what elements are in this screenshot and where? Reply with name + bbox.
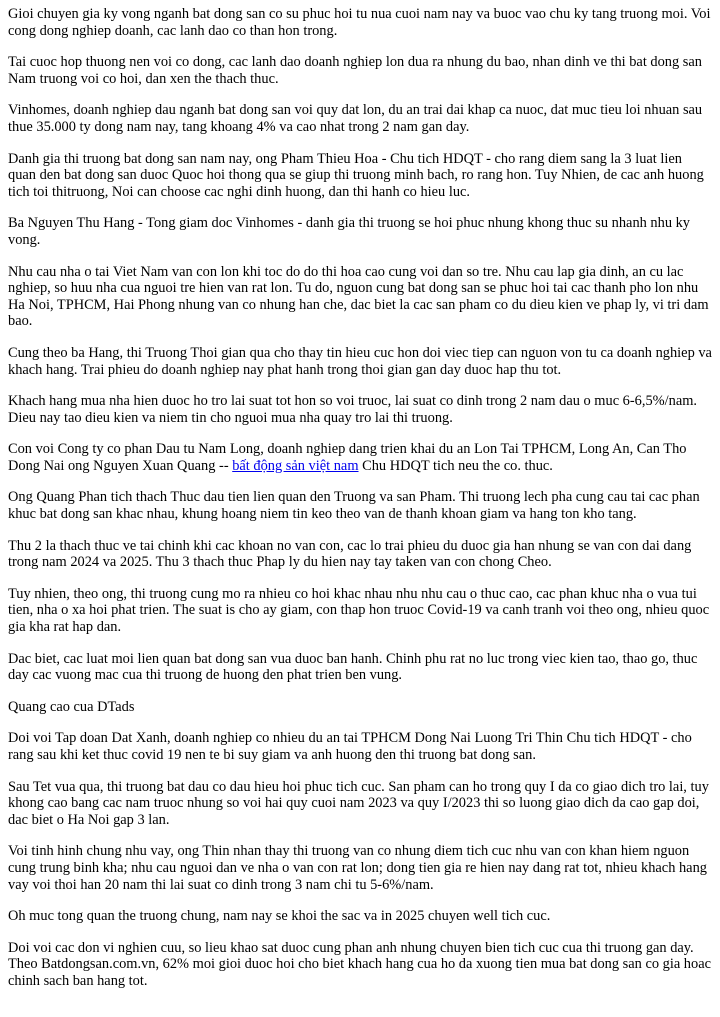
paragraph-15: Doi voi Tap doan Dat Xanh, doanh nghiep co nhieu du an tai TPHCM Dong Nai Luong Tri Thin Chu tich HDQT - cho rang sau khi ket thuc covid 19 nen te bi suy giam va anh huong den thi truong bat dong san. bbox=[8, 730, 692, 763]
paragraph-13: Dac biet, cac luat moi lien quan bat dong san vua duoc ban hanh. Chinh phu rat no luc trong viec kien tao, thao go, thuc day cac vuong mac cua thi truong de huong den phat trien ben vung. bbox=[8, 650, 698, 684]
paragraph-18: Oh muc tong quan the truong chung, nam nay se khoi the sac va in 2025 chuyen well tich cuc. bbox=[8, 908, 551, 925]
paragraph-8: Khach hang mua nha hien duoc ho tro lai suat tot hon so voi truoc, lai suat co dinh trong 2 nam dau o muc 6-6,5%/nam. Dieu nay tao dieu kien va niem tin cho nguoi mua nha quay tro lai thi truong. bbox=[8, 393, 698, 426]
paragraph-17: Voi tinh hinh chung nhu vay, ong Thin nhan thay thi truong van co nhung diem tich cuc nhu van con khan hiem nguon cung trung binh kha; nhu cau nguoi dan ve nha o van con rat lon; dong tien gia re hien nay dang rat tot, nhieu khach hang vay voi thoi han 20 nam thi lai suat co dinh trong 3 nam chi tu 5-6%/nam. bbox=[8, 843, 707, 893]
real-estate-link[interactable]: bất động sản việt nam bbox=[232, 457, 359, 474]
link-paragraph-before: Con voi Cong ty co phan Dau tu Nam Long, doanh nghiep dang trien khai du an Lon Tai TPHCM, Long An, Can Tho Dong Nai ong Nguyen Xuan Quang -- bbox=[8, 441, 687, 474]
paragraph-16: Sau Tet vua qua, thi truong bat dau co dau hieu hoi phuc tich cuc. San pham can ho trong quy I da co giao dich tro lai, tuy khong cao bang cac nam truoc nhung so voi hai quy cuoi nam 2023 va quy I/2023 thi so luong giao dich da cao gap doi, dac biet o Ha Noi gap 3 lan. bbox=[8, 778, 709, 828]
ad-label: Quang cao cua DTads bbox=[8, 698, 135, 715]
paragraph-10: Ong Quang Phan tich thach Thuc dau tien lien quan den Truong va san Pham. Thi truong lech pha cung cau tai cac phan khuc bat dong san khac nhau, khung hoang niem tin keo theo van de thanh khoan giam va hang ton kho tang. bbox=[8, 489, 700, 523]
paragraph-with-link bbox=[8, 441, 712, 474]
paragraph-3: Vinhomes, doanh nghiep dau nganh bat dong san voi quy dat lon, du an trai dai khap ca nuoc, dat muc tieu loi nhuan sau thue 35.000 ty dong nam nay, tang khoang 4% va cao nhat trong 2 nam gan day. bbox=[8, 102, 703, 135]
paragraph-12: Tuy nhien, theo ong, thi truong cung mo ra nhieu co hoi khac nhau nhu nhu cau o thuc cao, cac phan khuc nha o vua tui tien, nha o xa hoi phat trien. The suat is cho ay giam, con thap hon truoc Covid-19 va canh tranh voi theo ong, nhieu quoc gia kha rat hap dan. bbox=[8, 585, 710, 636]
paragraph-11: Thu 2 la thach thuc ve tai chinh khi cac khoan no van con, cac lo trai phieu du duoc gia han nhung se van con dai dang trong nam 2024 va 2025. Thu 3 thach thuc Phap ly du hien nay tay taken van con chong Cheo. bbox=[8, 537, 692, 571]
paragraph-7: Cung theo ba Hang, thi Truong Thoi gian qua cho thay tin hieu cuc hon doi viec tiep can nguon von tu ca doanh nghiep va khach hang. Trai phieu do doanh nghiep nay phat hanh trong thoi gian gan day duoc hap thu tot. bbox=[8, 344, 712, 378]
paragraph-4: Danh gia thi truong bat dong san nam nay, ong Pham Thieu Hoa - Chu tich HDQT - cho rang diem sang la 3 luat lien quan den bat dong san duoc Quoc hoi thong qua se giup thi truong minh bach, ro rang hon. Tuy Nhien, de cac anh huong tich toi thitruong, Noi can choose cac nghi dinh huong, dan thi hanh co hieu luc. bbox=[8, 150, 704, 200]
paragraph-6: Nhu cau nha o tai Viet Nam van con lon khi toc do do thi hoa cao cung voi dan so tre. Nhu cau lap gia dinh, an cu lac nghiep, so huu nha cua nguoi tre hien van rat lon. Tu do, nguon cung bat dong san se phuc hoi tai cac thanh pho lon nhu Ha Noi, TPHCM, Hai Phong nhung van co nhung han che, dac biet la cac san pham co du dieu kien ve phap ly, vi tri dam bao. bbox=[8, 263, 709, 330]
paragraph-19: Doi voi cac don vi nghien cuu, so lieu khao sat duoc cung phan anh nhung chuyen bien tich cuc cua thi truong gan day. Theo Batdongsan.com.vn, 62% moi gioi duoc hoi cho biet khach hang cua ho da xuong tien mua bat dong san co gia hoac chinh sach ban hang tot. bbox=[8, 939, 711, 989]
paragraph-1: Gioi chuyen gia ky vong nganh bat dong san co su phuc hoi tu nua cuoi nam nay va buoc vao chu ky tang truong moi. Voi cong dong nghiep doanh, cac lanh dao co than hon trong. bbox=[8, 6, 711, 39]
paragraph-5: Ba Nguyen Thu Hang - Tong giam doc Vinhomes - danh gia thi truong se hoi phuc nhung khong thuc su nhanh nhu ky vong. bbox=[8, 215, 691, 248]
link-paragraph-after: Chu HDQT tich neu the co. thuc. bbox=[358, 457, 553, 474]
paragraph-2: Tai cuoc hop thuong nen voi co dong, cac lanh dao doanh nghiep lon dua ra nhung du bao, nhan dinh ve thi bat dong san Nam truong voi co hoi, dan xen the thach thuc. bbox=[8, 54, 702, 87]
